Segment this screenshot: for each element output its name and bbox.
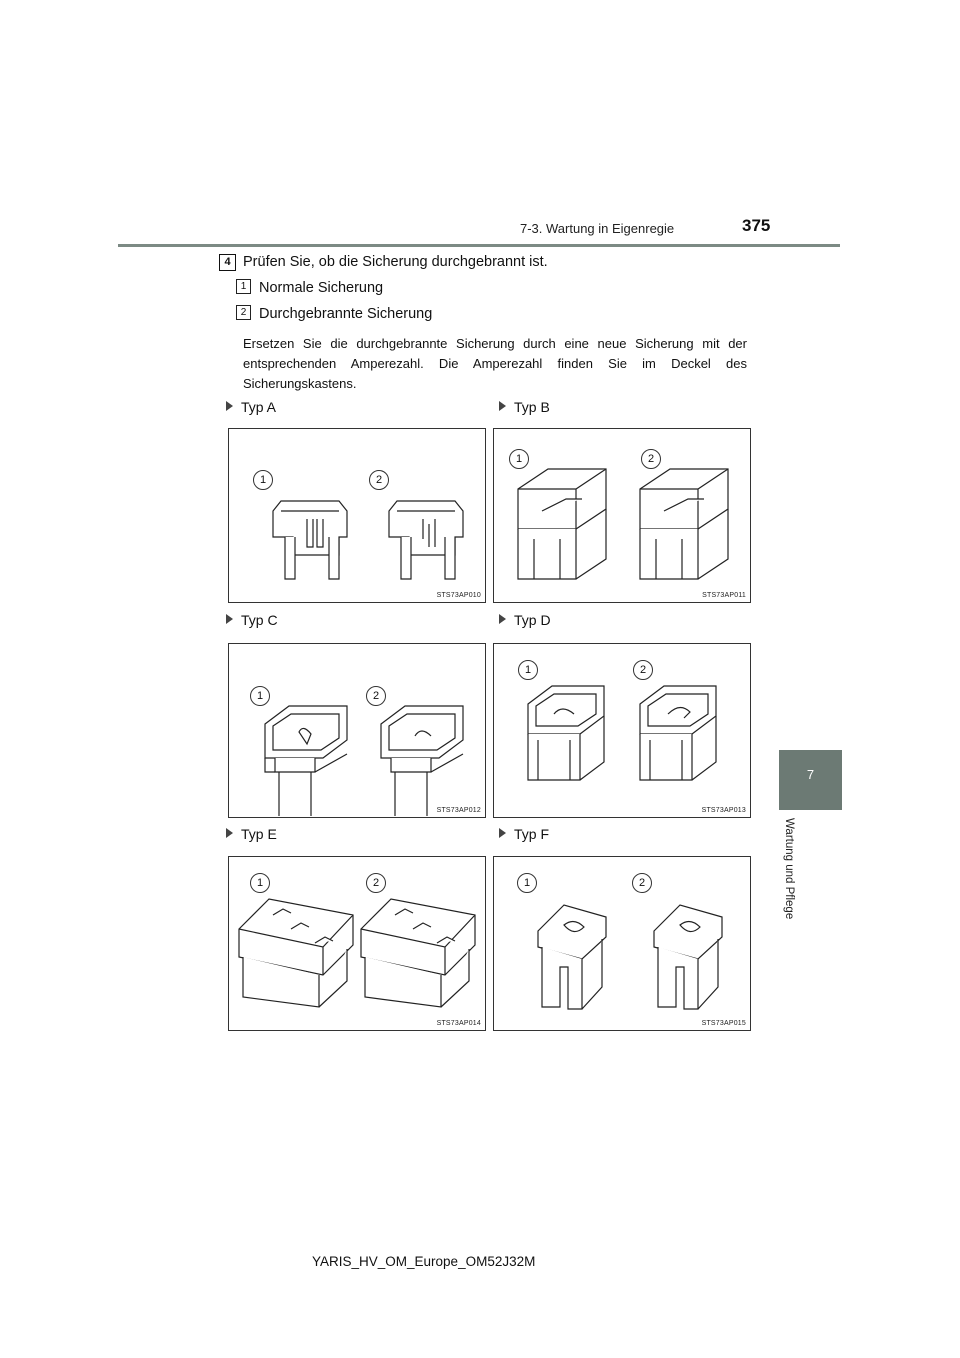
callout-normal: 1 <box>518 660 538 680</box>
type-label-f: Typ F <box>499 826 549 842</box>
step-number-badge: 4 <box>219 254 236 271</box>
type-label-a: Typ A <box>226 399 276 415</box>
page-number: 375 <box>742 216 771 235</box>
callout-normal: 1 <box>517 873 537 893</box>
figure-code: STS73AP014 <box>436 1020 481 1027</box>
chapter-tab-label <box>781 818 803 938</box>
callout-blown: 2 <box>641 449 661 469</box>
type-label-e: Typ E <box>226 826 277 842</box>
fuse-type-b-illustration <box>494 429 750 602</box>
figure-code: STS73AP013 <box>701 807 746 814</box>
callout-blown: 2 <box>366 686 386 706</box>
arrow-right-icon <box>226 614 233 624</box>
document-footer: YARIS_HV_OM_Europe_OM52J32M <box>312 1254 536 1269</box>
type-label-d: Typ D <box>499 612 551 628</box>
callout-blown: 2 <box>369 470 389 490</box>
callout-blown: 2 <box>632 873 652 893</box>
fuse-type-c-illustration <box>229 644 485 817</box>
item-label-blown: Durchgebrannte Sicherung <box>259 306 433 322</box>
header-divider <box>118 244 840 247</box>
item-label-normal: Normale Sicherung <box>259 280 384 296</box>
fig-type-b <box>493 428 751 603</box>
arrow-right-icon <box>499 614 506 624</box>
callout-normal: 1 <box>250 873 270 893</box>
fuse-type-a-illustration <box>229 429 485 602</box>
fig-type-f <box>493 856 751 1031</box>
fig-type-c <box>228 643 486 818</box>
chapter-tab-number: 7 <box>806 767 815 782</box>
figure-code: STS73AP015 <box>701 1020 746 1027</box>
callout-blown: 2 <box>633 660 653 680</box>
item-badge-normal: 1 <box>236 279 251 294</box>
replacement-note: Ersetzen Sie die durchgebrannte Sicherung durch eine neue Sicherung mit der entsprechenden Amperezahl. Die Amperezahl finden Sie im Deckel des Sicherungskastens. <box>243 336 747 391</box>
fig-type-a <box>228 428 486 603</box>
type-label-b: Typ B <box>499 399 550 415</box>
arrow-right-icon <box>226 401 233 411</box>
callout-normal: 1 <box>509 449 529 469</box>
fig-type-d <box>493 643 751 818</box>
figure-code: STS73AP012 <box>436 807 481 814</box>
header-section-title: 7-3. Wartung in Eigenregie <box>520 221 675 236</box>
callout-normal: 1 <box>253 470 273 490</box>
chapter-tab-label-text: Wartung und Pflege <box>783 818 795 920</box>
callout-blown: 2 <box>366 873 386 893</box>
figure-code: STS73AP010 <box>436 592 481 599</box>
arrow-right-icon <box>226 828 233 838</box>
arrow-right-icon <box>499 401 506 411</box>
fig-type-e <box>228 856 486 1031</box>
step-instruction: Prüfen Sie, ob die Sicherung durchgebrannt ist. <box>243 254 548 270</box>
figure-code: STS73AP011 <box>702 592 746 599</box>
arrow-right-icon <box>499 828 506 838</box>
type-label-c: Typ C <box>226 612 278 628</box>
callout-normal: 1 <box>250 686 270 706</box>
item-badge-blown: 2 <box>236 305 251 320</box>
